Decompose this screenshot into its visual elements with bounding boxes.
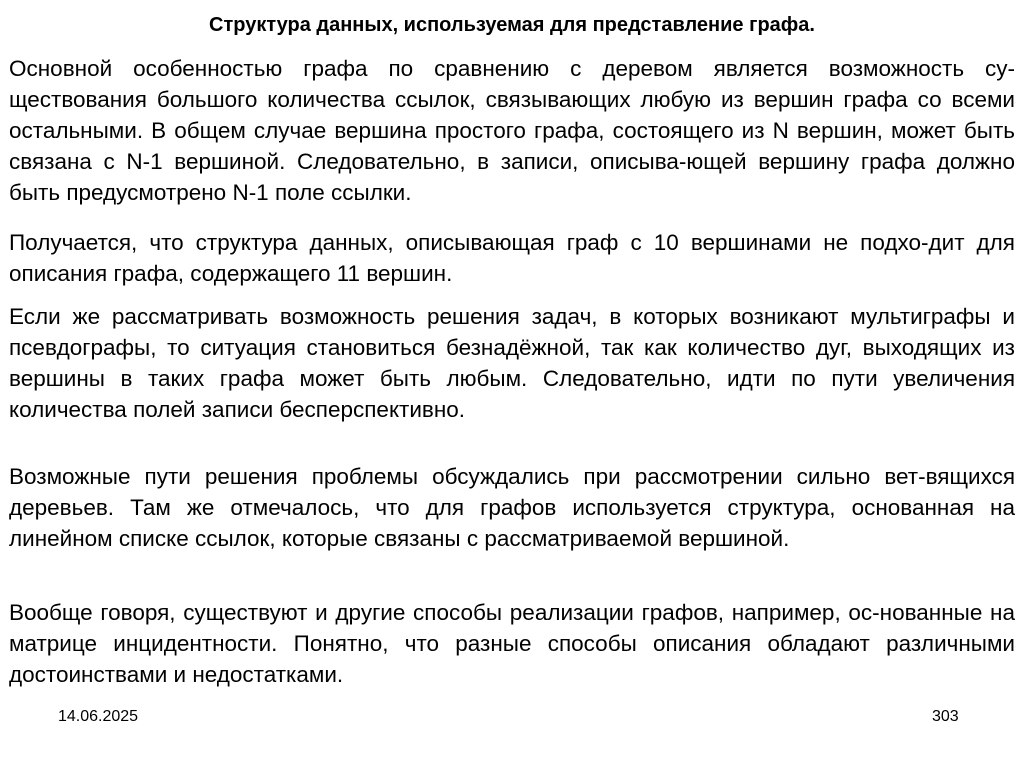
paragraph-4: Возможные пути решения проблемы обсуждались при рассмотрении сильно вет-вящихся деревьев. Там же отмечалось, что для графов используется структура, основанная на линейном списке ссылок, которые связаны с рассматриваемой вершиной. <box>9 464 1015 551</box>
footer-date: 14.06.2025 <box>58 708 139 725</box>
paragraph-5: Вообще говоря, существуют и другие способы реализации графов, например, ос-нованные на матрице инцидентности. Понятно, что разные способы описания обладают различными достоинствами и недостатками. <box>9 600 1015 687</box>
slide-title: Структура данных, используемая для представление графа. <box>209 14 815 36</box>
page-number: 303 <box>932 708 959 725</box>
paragraph-1: Основной особенностью графа по сравнению с деревом является возможность су-ществования большого количества ссылок, связывающих любую из вершин графа со всеми остальными. В общем случае вершина простого графа, состоящего из N вершин, может быть связана с N-1 вершиной. Следовательно, в записи, описыва-ющей вершину графа должно быть предусмотрено N-1 поле ссылки. <box>9 56 1015 205</box>
paragraph-2: Получается, что структура данных, описывающая граф с 10 вершинами не подхо-дит для описания графа, содержащего 11 вершин. <box>9 230 1015 286</box>
paragraph-3: Если же рассматривать возможность решения задач, в которых возникают мультиграфы и псевдографы, то ситуация становиться безнадёжной, так как количество дуг, выходящих из вершины в таких графа может быть любым. Следовательно, идти по пути увеличения количества полей записи бесперспективно. <box>9 304 1015 422</box>
